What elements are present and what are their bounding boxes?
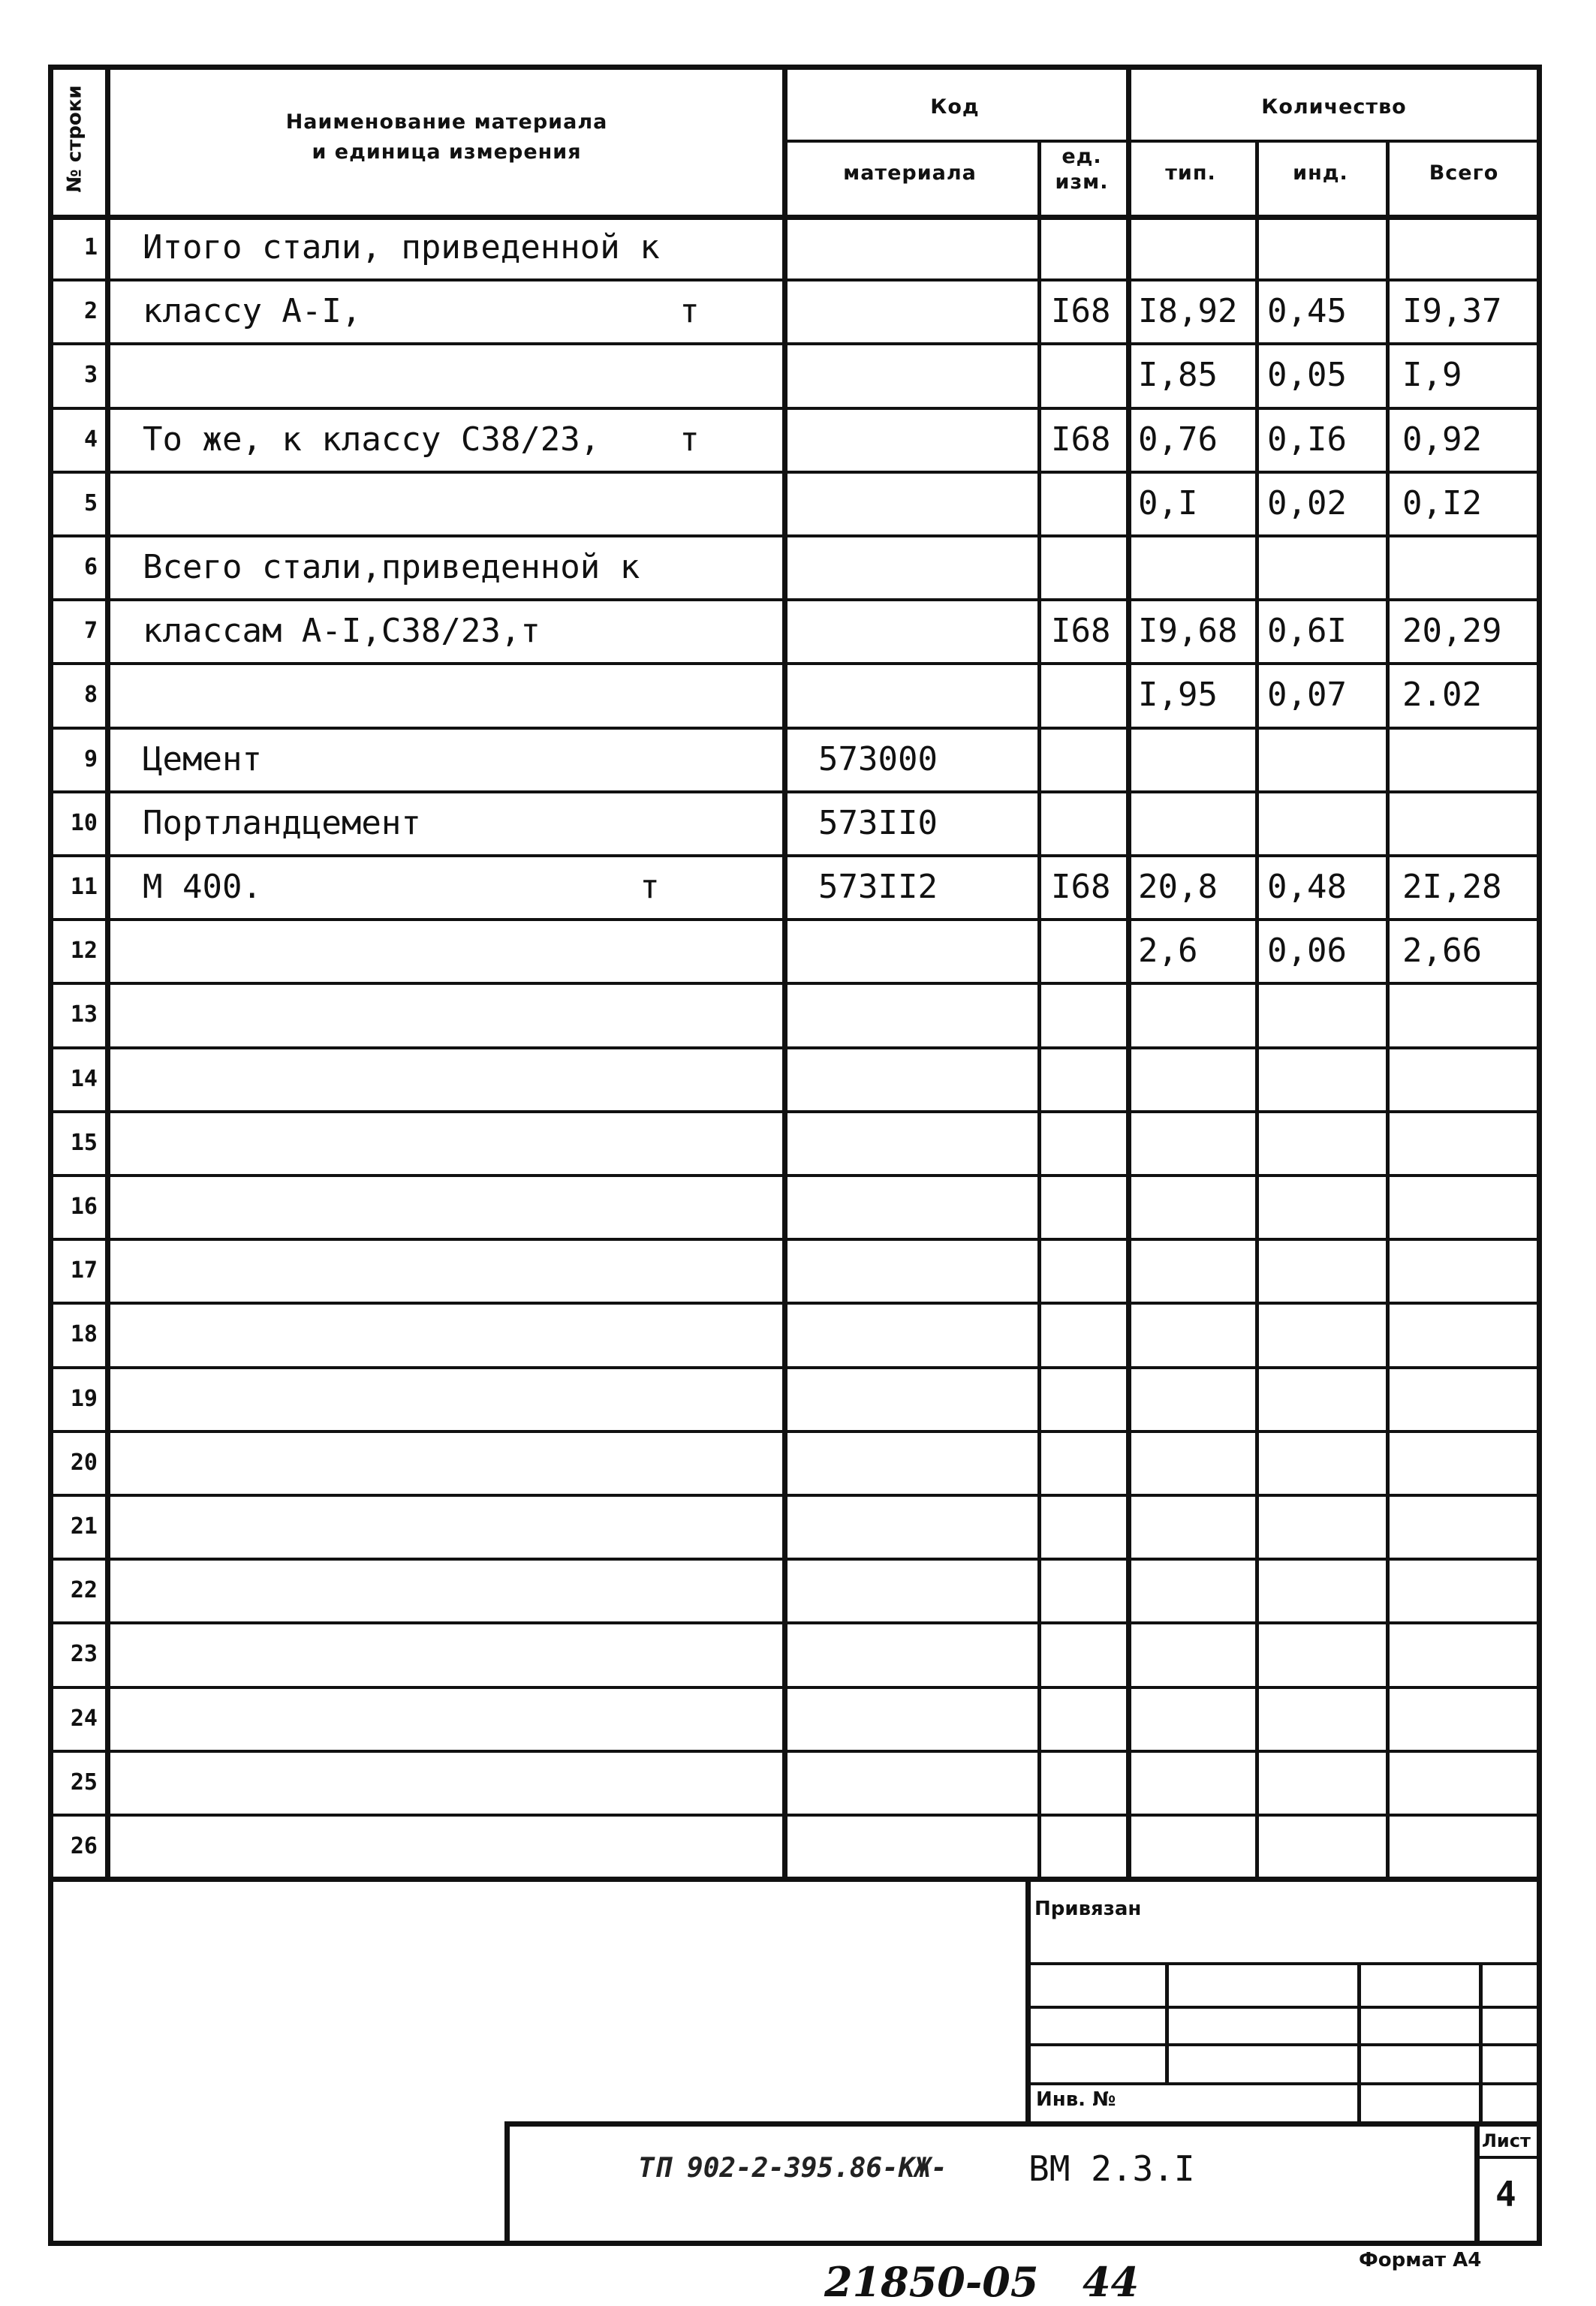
row-typ: I,95	[1138, 676, 1218, 715]
row-total: 2.02	[1402, 676, 1482, 715]
row-line	[48, 727, 1542, 730]
row-name: Итого стали, приведенной к	[143, 228, 660, 266]
total-header: Всего	[1429, 161, 1499, 185]
row-unit: I68	[1051, 868, 1111, 906]
row-number: 18	[70, 1321, 98, 1348]
row-number: 5	[83, 489, 98, 516]
row-number: 21	[70, 1513, 98, 1540]
row-number: 8	[83, 682, 98, 709]
row-number: 12	[70, 938, 98, 965]
row-number: 22	[70, 1577, 98, 1604]
row-typ: I,85	[1138, 356, 1218, 395]
inv-label: Инв. №	[1036, 2088, 1116, 2111]
page-handwritten: 44	[1083, 2258, 1140, 2306]
row-ind: 0,45	[1267, 292, 1347, 331]
row-ind: 0,05	[1267, 356, 1347, 395]
tb-line-2	[1025, 2006, 1542, 2009]
row-number: 23	[70, 1641, 98, 1668]
row-line	[48, 1046, 1542, 1049]
col-line-code	[1037, 141, 1041, 1881]
row-number: 16	[70, 1194, 98, 1220]
row-line	[48, 1110, 1542, 1113]
row-ind: 0,06	[1267, 932, 1347, 971]
row-name: классам А-I,С38/23,т	[143, 612, 541, 651]
row-typ: 0,I	[1138, 483, 1198, 522]
format-label: Формат А4	[1359, 2249, 1482, 2271]
row-number: 13	[70, 1001, 98, 1028]
name-header-line2: и единица измерения	[312, 140, 582, 164]
row-line	[48, 278, 1542, 281]
row-total: 2,66	[1402, 932, 1482, 971]
row-name: Всего стали,приведенной к	[143, 548, 640, 586]
row-unit: I68	[1051, 292, 1111, 331]
row-unit: I68	[1051, 420, 1111, 459]
row-line	[48, 1174, 1542, 1177]
row-line	[48, 1814, 1542, 1817]
row-typ: I9,68	[1138, 612, 1238, 651]
tb-line-3	[1025, 2043, 1542, 2046]
row-typ: I8,92	[1138, 292, 1238, 331]
row-number: 6	[83, 554, 98, 580]
privyazan-label: Привязан	[1034, 1898, 1142, 1920]
row-code: 573II0	[818, 803, 938, 842]
row-total: I9,37	[1402, 292, 1502, 331]
tb-col-3	[1479, 1962, 1483, 2124]
row-line	[48, 1366, 1542, 1369]
row-line	[48, 1686, 1542, 1689]
row-number: 10	[70, 809, 98, 836]
row-line	[48, 342, 1542, 345]
row-number: 26	[70, 1833, 98, 1859]
title-block-top-line	[48, 1877, 1542, 1882]
row-number: 14	[70, 1065, 98, 1092]
row-number: 11	[70, 874, 98, 900]
row-number: 3	[83, 362, 98, 389]
typ-header: тип.	[1165, 161, 1216, 185]
row-name: Цемент	[143, 739, 262, 778]
row-line	[48, 1302, 1542, 1305]
sheet-label: Лист	[1482, 2130, 1531, 2151]
tb-col-2	[1357, 1962, 1361, 2124]
row-ind: 0,07	[1267, 676, 1347, 715]
row-number: 25	[70, 1769, 98, 1796]
col-line-ind	[1386, 141, 1390, 1881]
title-block-left-divider	[1025, 1877, 1031, 2124]
row-number-header: № строки	[64, 85, 86, 193]
row-line	[48, 1558, 1542, 1561]
row-line	[48, 1430, 1542, 1433]
row-line	[48, 1750, 1542, 1753]
row-line	[48, 407, 1542, 410]
row-name: классу А-I, т	[143, 292, 700, 331]
stamp-left-line	[504, 2121, 510, 2246]
row-line	[48, 1494, 1542, 1497]
tb-line-4	[1025, 2082, 1542, 2085]
row-line	[48, 1621, 1542, 1624]
col-line-name	[782, 65, 787, 1881]
row-typ: 20,8	[1138, 868, 1218, 906]
row-code: 573000	[818, 739, 938, 778]
row-typ: 2,6	[1138, 932, 1198, 971]
row-number: 1	[83, 234, 98, 260]
row-ind: 0,02	[1267, 483, 1347, 522]
row-total: I,9	[1402, 356, 1462, 395]
row-line	[48, 854, 1542, 857]
sheet-cell-divider	[1474, 2156, 1542, 2159]
tb-col-1	[1165, 1962, 1169, 2082]
tb-line-1	[1025, 1962, 1542, 1965]
row-line	[48, 598, 1542, 601]
row-total: 0,92	[1402, 420, 1482, 459]
row-number: 24	[70, 1705, 98, 1732]
row-total: 20,29	[1402, 612, 1502, 651]
row-number: 17	[70, 1257, 98, 1284]
row-name: Портландцемент	[143, 803, 421, 842]
row-line	[48, 982, 1542, 985]
name-header-line1: Наименование материала	[285, 110, 608, 134]
row-typ: 0,76	[1138, 420, 1218, 459]
unit-header-line2: изм.	[1055, 170, 1109, 194]
row-name: М 400. т	[143, 868, 660, 906]
row-total: 2I,28	[1402, 868, 1502, 906]
header-bottom-line	[48, 215, 1542, 220]
row-number: 19	[70, 1385, 98, 1412]
row-line	[48, 790, 1542, 793]
row-number: 4	[83, 426, 98, 453]
row-name: То же, к классу С38/23, т	[143, 420, 700, 459]
row-line	[48, 471, 1542, 474]
material-code-header: материала	[843, 161, 977, 185]
row-number: 2	[83, 298, 98, 325]
row-number: 9	[83, 745, 98, 772]
row-code: 573II2	[818, 868, 938, 906]
row-number: 15	[70, 1129, 98, 1156]
row-ind: 0,6I	[1267, 612, 1347, 651]
sheet-cell-line	[1474, 2121, 1480, 2246]
col-line-typ	[1255, 141, 1259, 1881]
unit-header-line1: ед.	[1061, 145, 1102, 168]
header-subline	[782, 140, 1542, 143]
row-line	[48, 534, 1542, 537]
document-code: ТП 902-2-395.86-КЖ-	[638, 2153, 947, 2184]
stamp-top-line	[504, 2121, 1542, 2127]
quantity-header: Количество	[1261, 95, 1407, 119]
row-unit: I68	[1051, 612, 1111, 651]
sheet-number: 4	[1495, 2174, 1516, 2214]
row-number: 20	[70, 1449, 98, 1476]
row-ind: 0,48	[1267, 868, 1347, 906]
row-ind: 0,I6	[1267, 420, 1347, 459]
row-line	[48, 918, 1542, 921]
row-line	[48, 1238, 1542, 1241]
ind-header: инд.	[1293, 161, 1348, 185]
document-suffix: ВМ 2.3.I	[1028, 2148, 1195, 2189]
code-header: Код	[930, 95, 980, 119]
col-line-num	[105, 65, 110, 1881]
col-line-unit	[1126, 65, 1131, 1881]
stamp-number: 21850-05	[824, 2258, 1039, 2306]
row-total: 0,I2	[1402, 483, 1482, 522]
row-number: 7	[83, 618, 98, 645]
row-line	[48, 662, 1542, 665]
